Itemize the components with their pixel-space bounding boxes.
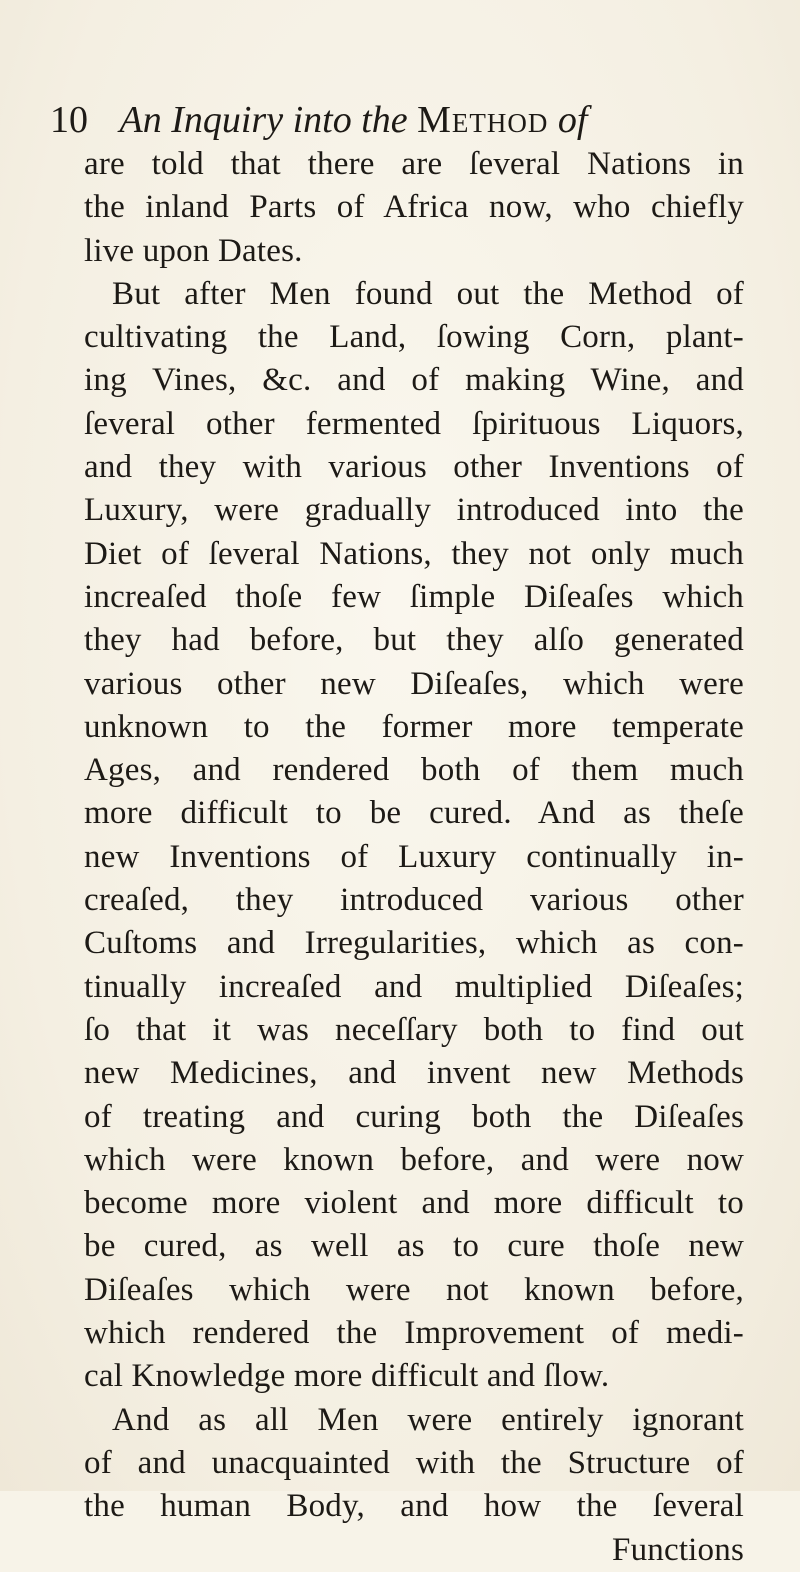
text-line: more difficult to be cured. And as theſe: [84, 795, 744, 832]
running-title-of: of: [557, 99, 588, 141]
body-text: [84, 143, 744, 1572]
running-title-method: Method: [417, 99, 549, 141]
text-line: ſo that it was neceſſary both to find out: [84, 1011, 744, 1048]
text-line: cal Knowledge more difficult and ſlow.: [84, 1358, 610, 1395]
running-head: [50, 95, 750, 145]
page-number: 10: [50, 99, 88, 141]
text-line: of treating and curing both the Diſeaſes: [84, 1098, 744, 1135]
text-line: the human Body, and how the ſeveral: [84, 1488, 744, 1525]
text-line: increaſed thoſe few ſimple Diſeaſes which: [84, 578, 744, 615]
text-line: and they with various other Inventions of: [84, 449, 744, 486]
text-line: Luxury, were gradually introduced into the: [84, 492, 744, 529]
text-line: live upon Dates.: [84, 232, 303, 269]
text-line: the inland Parts of Africa now, who chiefly: [84, 189, 744, 226]
text-line: become more violent and more difficult to: [84, 1185, 744, 1222]
text-line: be cured, as well as to cure thoſe new: [84, 1228, 744, 1265]
text-line: tinually increaſed and multiplied Diſeaſes;: [84, 968, 744, 1005]
text-line: And as all Men were entirely ignorant: [112, 1401, 744, 1438]
text-line: of and unacquainted with the Structure of: [84, 1444, 744, 1481]
text-line: Diet of ſeveral Nations, they not only much: [84, 535, 744, 572]
text-line: ſeveral other fermented ſpirituous Liquors,: [84, 405, 744, 442]
text-line: they had before, but they alſo generated: [84, 622, 744, 659]
text-line: But after Men found out the Method of: [112, 275, 744, 312]
text-line: which rendered the Improvement of medi-: [84, 1315, 744, 1352]
text-line: are told that there are ſeveral Nations in: [84, 146, 744, 182]
text-line: new Inventions of Luxury continually in-: [84, 838, 744, 875]
text-line: Cuſtoms and Irregularities, which as con-: [84, 925, 744, 962]
text-line: new Medicines, and invent new Methods: [84, 1055, 744, 1092]
running-title-italic: An Inquiry into the: [119, 99, 408, 141]
text-line: cultivating the Land, ſowing Corn, plant-: [84, 319, 744, 356]
text-line: Diſeaſes which were not known before,: [84, 1271, 744, 1308]
text-line: creaſed, they introduced various other: [84, 882, 744, 919]
text-line: various other new Diſeaſes, which were: [84, 665, 744, 702]
catchword: Functions: [612, 1531, 744, 1568]
text-line: which were known before, and were now: [84, 1141, 744, 1178]
text-line: unknown to the former more temperate: [84, 708, 744, 745]
text-line: ing Vines, &c. and of making Wine, and: [84, 362, 744, 399]
text-line: Ages, and rendered both of them much: [84, 752, 744, 789]
